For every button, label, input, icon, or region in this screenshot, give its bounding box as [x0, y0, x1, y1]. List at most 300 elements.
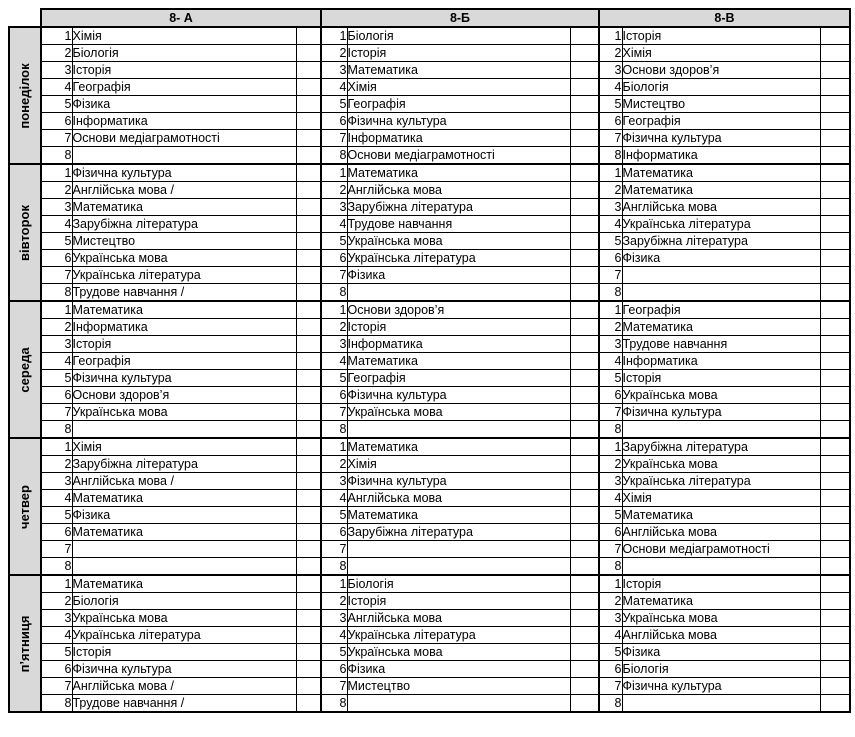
lesson-number-8b: 5	[321, 507, 347, 524]
subject-cell-8a: Біологія	[72, 45, 296, 62]
subject-cell-8a	[72, 558, 296, 576]
subject-cell-8b: Інформатика	[347, 336, 570, 353]
room-cell-8v	[820, 336, 850, 353]
lesson-number-8a: 7	[41, 267, 72, 284]
subject-cell-8a: Мистецтво	[72, 233, 296, 250]
subject-cell-8v	[622, 267, 820, 284]
lesson-number-8v: 2	[599, 45, 622, 62]
subject-cell-8v	[622, 421, 820, 439]
lesson-number-8b: 7	[321, 678, 347, 695]
table-row	[9, 404, 850, 421]
corner-cell	[9, 9, 41, 27]
day-name: п’ятниця	[17, 615, 32, 672]
room-cell-8b	[570, 610, 599, 627]
room-cell-8v	[820, 319, 850, 336]
room-cell-8a	[296, 45, 321, 62]
subject-cell-8a	[72, 421, 296, 439]
subject-cell-8b: Історія	[347, 319, 570, 336]
subject-cell-8a: Фізична культура	[72, 661, 296, 678]
lesson-number-8v: 8	[599, 695, 622, 713]
room-cell-8a	[296, 147, 321, 165]
lesson-number-8v: 5	[599, 644, 622, 661]
table-row	[9, 301, 850, 319]
lesson-number-8a: 7	[41, 678, 72, 695]
lesson-number-8a: 6	[41, 387, 72, 404]
lesson-number-8v: 3	[599, 610, 622, 627]
lesson-number-8a: 4	[41, 627, 72, 644]
room-cell-8b	[570, 199, 599, 216]
lesson-number-8a: 2	[41, 319, 72, 336]
lesson-number-8a: 8	[41, 147, 72, 165]
room-cell-8b	[570, 387, 599, 404]
table-row	[9, 250, 850, 267]
subject-cell-8a: Українська література	[72, 267, 296, 284]
lesson-number-8v: 3	[599, 336, 622, 353]
subject-cell-8b: Фізична культура	[347, 113, 570, 130]
lesson-number-8a: 1	[41, 164, 72, 182]
subject-cell-8b: Англійська мова	[347, 610, 570, 627]
room-cell-8a	[296, 575, 321, 593]
subject-cell-8a: Українська мова	[72, 610, 296, 627]
lesson-number-8a: 4	[41, 353, 72, 370]
lesson-number-8a: 8	[41, 695, 72, 713]
lesson-number-8v: 7	[599, 404, 622, 421]
subject-cell-8a: Фізична культура	[72, 370, 296, 387]
lesson-number-8b: 7	[321, 267, 347, 284]
lesson-number-8b: 3	[321, 473, 347, 490]
table-row	[9, 644, 850, 661]
lesson-number-8a: 3	[41, 473, 72, 490]
subject-cell-8a: Математика	[72, 575, 296, 593]
lesson-number-8v: 5	[599, 507, 622, 524]
subject-cell-8a: Хімія	[72, 27, 296, 45]
lesson-number-8b: 8	[321, 421, 347, 439]
room-cell-8v	[820, 575, 850, 593]
room-cell-8a	[296, 421, 321, 439]
table-row	[9, 421, 850, 439]
subject-cell-8a: Географія	[72, 79, 296, 96]
day-name: понеділок	[17, 62, 32, 129]
subject-cell-8v: Математика	[622, 182, 820, 199]
subject-cell-8a: Математика	[72, 490, 296, 507]
lesson-number-8b: 4	[321, 627, 347, 644]
subject-cell-8v: Інформатика	[622, 353, 820, 370]
room-cell-8v	[820, 456, 850, 473]
table-row	[9, 233, 850, 250]
subject-cell-8b: Зарубіжна література	[347, 524, 570, 541]
room-cell-8v	[820, 404, 850, 421]
subject-cell-8b: Хімія	[347, 456, 570, 473]
table-row	[9, 319, 850, 336]
lesson-number-8b: 8	[321, 284, 347, 302]
subject-cell-8v: Українська мова	[622, 456, 820, 473]
lesson-number-8b: 6	[321, 250, 347, 267]
subject-cell-8b: Мистецтво	[347, 678, 570, 695]
room-cell-8b	[570, 353, 599, 370]
table-row	[9, 438, 850, 456]
subject-cell-8v: Математика	[622, 319, 820, 336]
lesson-number-8v: 1	[599, 438, 622, 456]
subject-cell-8v: Хімія	[622, 490, 820, 507]
room-cell-8a	[296, 62, 321, 79]
subject-cell-8b: Фізична культура	[347, 387, 570, 404]
subject-cell-8v: Фізична культура	[622, 404, 820, 421]
room-cell-8v	[820, 113, 850, 130]
subject-cell-8v	[622, 695, 820, 713]
lesson-number-8v: 1	[599, 164, 622, 182]
lesson-number-8v: 2	[599, 456, 622, 473]
subject-cell-8b	[347, 558, 570, 576]
table-row	[9, 456, 850, 473]
room-cell-8a	[296, 319, 321, 336]
room-cell-8v	[820, 387, 850, 404]
room-cell-8a	[296, 524, 321, 541]
room-cell-8a	[296, 216, 321, 233]
room-cell-8b	[570, 421, 599, 439]
subject-cell-8v: Математика	[622, 593, 820, 610]
room-cell-8a	[296, 490, 321, 507]
day-label-cell	[9, 575, 41, 712]
lesson-number-8v: 2	[599, 182, 622, 199]
lesson-number-8b: 5	[321, 370, 347, 387]
subject-cell-8a: Біологія	[72, 593, 296, 610]
subject-cell-8v: Трудове навчання	[622, 336, 820, 353]
day-name: середа	[17, 346, 32, 393]
room-cell-8a	[296, 695, 321, 713]
room-cell-8v	[820, 147, 850, 165]
lesson-number-8v: 8	[599, 147, 622, 165]
subject-cell-8b: Основи здоров’я	[347, 301, 570, 319]
room-cell-8b	[570, 644, 599, 661]
subject-cell-8a: Інформатика	[72, 113, 296, 130]
room-cell-8b	[570, 678, 599, 695]
room-cell-8v	[820, 593, 850, 610]
room-cell-8v	[820, 62, 850, 79]
subject-cell-8b: Українська мова	[347, 644, 570, 661]
lesson-number-8b: 1	[321, 438, 347, 456]
subject-cell-8b: Математика	[347, 164, 570, 182]
subject-cell-8a: Трудове навчання /	[72, 284, 296, 302]
subject-cell-8a: Географія	[72, 353, 296, 370]
table-row	[9, 575, 850, 593]
lesson-number-8a: 7	[41, 404, 72, 421]
lesson-number-8a: 7	[41, 541, 72, 558]
lesson-number-8b: 1	[321, 164, 347, 182]
room-cell-8b	[570, 267, 599, 284]
room-cell-8v	[820, 250, 850, 267]
room-cell-8a	[296, 250, 321, 267]
subject-cell-8b: Географія	[347, 96, 570, 113]
room-cell-8v	[820, 490, 850, 507]
lesson-number-8a: 2	[41, 456, 72, 473]
room-cell-8a	[296, 164, 321, 182]
lesson-number-8a: 1	[41, 27, 72, 45]
subject-cell-8a: Історія	[72, 336, 296, 353]
room-cell-8v	[820, 301, 850, 319]
lesson-number-8a: 5	[41, 233, 72, 250]
room-cell-8v	[820, 164, 850, 182]
schedule-body	[9, 27, 850, 712]
room-cell-8v	[820, 267, 850, 284]
subject-cell-8a	[72, 541, 296, 558]
room-cell-8b	[570, 575, 599, 593]
table-row	[9, 353, 850, 370]
room-cell-8a	[296, 233, 321, 250]
subject-cell-8b: Математика	[347, 438, 570, 456]
subject-cell-8v: Географія	[622, 301, 820, 319]
room-cell-8a	[296, 130, 321, 147]
room-cell-8a	[296, 661, 321, 678]
room-cell-8b	[570, 473, 599, 490]
lesson-number-8b: 1	[321, 27, 347, 45]
day-label-cell	[9, 301, 41, 438]
lesson-number-8b: 4	[321, 79, 347, 96]
room-cell-8b	[570, 79, 599, 96]
table-row	[9, 62, 850, 79]
table-row	[9, 216, 850, 233]
room-cell-8v	[820, 27, 850, 45]
class-header-8a: 8- А	[41, 9, 321, 27]
header-row	[9, 9, 850, 27]
subject-cell-8a: Основи здоров’я	[72, 387, 296, 404]
table-row	[9, 113, 850, 130]
lesson-number-8a: 1	[41, 438, 72, 456]
lesson-number-8b: 6	[321, 524, 347, 541]
lesson-number-8b: 2	[321, 182, 347, 199]
room-cell-8b	[570, 336, 599, 353]
subject-cell-8v: Біологія	[622, 79, 820, 96]
lesson-number-8a: 6	[41, 661, 72, 678]
room-cell-8b	[570, 524, 599, 541]
subject-cell-8v: Основи здоров’я	[622, 62, 820, 79]
subject-cell-8a: Історія	[72, 62, 296, 79]
subject-cell-8a: Фізична культура	[72, 164, 296, 182]
room-cell-8b	[570, 456, 599, 473]
subject-cell-8v: Англійська мова	[622, 627, 820, 644]
lesson-number-8a: 4	[41, 490, 72, 507]
lesson-number-8b: 4	[321, 353, 347, 370]
lesson-number-8a: 7	[41, 130, 72, 147]
subject-cell-8v: Основи медіаграмотності	[622, 541, 820, 558]
room-cell-8v	[820, 558, 850, 576]
subject-cell-8v: Українська мова	[622, 387, 820, 404]
subject-cell-8b: Фізика	[347, 661, 570, 678]
subject-cell-8a: Основи медіаграмотності	[72, 130, 296, 147]
lesson-number-8v: 6	[599, 113, 622, 130]
subject-cell-8v: Історія	[622, 575, 820, 593]
lesson-number-8v: 5	[599, 233, 622, 250]
room-cell-8a	[296, 558, 321, 576]
subject-cell-8b: Математика	[347, 507, 570, 524]
table-row	[9, 284, 850, 302]
lesson-number-8a: 1	[41, 575, 72, 593]
subject-cell-8a: Фізика	[72, 507, 296, 524]
lesson-number-8v: 6	[599, 387, 622, 404]
lesson-number-8v: 7	[599, 130, 622, 147]
room-cell-8b	[570, 233, 599, 250]
lesson-number-8a: 5	[41, 96, 72, 113]
room-cell-8v	[820, 644, 850, 661]
lesson-number-8b: 8	[321, 558, 347, 576]
lesson-number-8a: 2	[41, 45, 72, 62]
lesson-number-8v: 2	[599, 319, 622, 336]
subject-cell-8v: Українська література	[622, 216, 820, 233]
table-row	[9, 610, 850, 627]
room-cell-8v	[820, 182, 850, 199]
subject-cell-8b	[347, 284, 570, 302]
lesson-number-8b: 7	[321, 404, 347, 421]
subject-cell-8b: Зарубіжна література	[347, 199, 570, 216]
subject-cell-8v	[622, 284, 820, 302]
subject-cell-8v: Хімія	[622, 45, 820, 62]
room-cell-8b	[570, 130, 599, 147]
table-row	[9, 507, 850, 524]
table-row	[9, 27, 850, 45]
room-cell-8b	[570, 404, 599, 421]
lesson-number-8b: 2	[321, 319, 347, 336]
day-name: четвер	[17, 484, 32, 529]
room-cell-8b	[570, 250, 599, 267]
table-row	[9, 541, 850, 558]
room-cell-8a	[296, 353, 321, 370]
lesson-number-8v: 4	[599, 353, 622, 370]
subject-cell-8b: Інформатика	[347, 130, 570, 147]
lesson-number-8v: 5	[599, 370, 622, 387]
room-cell-8a	[296, 199, 321, 216]
room-cell-8b	[570, 45, 599, 62]
table-row	[9, 79, 850, 96]
subject-cell-8b: Англійська мова	[347, 490, 570, 507]
lesson-number-8v: 6	[599, 661, 622, 678]
table-row	[9, 661, 850, 678]
subject-cell-8v: Математика	[622, 507, 820, 524]
lesson-number-8a: 3	[41, 336, 72, 353]
subject-cell-8v: Фізика	[622, 250, 820, 267]
subject-cell-8b: Хімія	[347, 79, 570, 96]
room-cell-8a	[296, 182, 321, 199]
lesson-number-8a: 8	[41, 284, 72, 302]
subject-cell-8a: Англійська мова /	[72, 182, 296, 199]
subject-cell-8a: Інформатика	[72, 319, 296, 336]
lesson-number-8a: 6	[41, 113, 72, 130]
room-cell-8v	[820, 199, 850, 216]
subject-cell-8a: Англійська мова /	[72, 678, 296, 695]
room-cell-8a	[296, 96, 321, 113]
room-cell-8v	[820, 541, 850, 558]
room-cell-8a	[296, 438, 321, 456]
room-cell-8b	[570, 661, 599, 678]
class-header-8v: 8-В	[599, 9, 850, 27]
room-cell-8b	[570, 27, 599, 45]
lesson-number-8v: 3	[599, 473, 622, 490]
subject-cell-8v: Біологія	[622, 661, 820, 678]
lesson-number-8a: 1	[41, 301, 72, 319]
lesson-number-8b: 2	[321, 456, 347, 473]
lesson-number-8a: 2	[41, 182, 72, 199]
subject-cell-8b: Біологія	[347, 575, 570, 593]
class-header-8b: 8-Б	[321, 9, 599, 27]
day-label-cell	[9, 164, 41, 301]
room-cell-8a	[296, 593, 321, 610]
subject-cell-8v: Історія	[622, 370, 820, 387]
lesson-number-8b: 7	[321, 541, 347, 558]
room-cell-8a	[296, 473, 321, 490]
lesson-number-8v: 4	[599, 79, 622, 96]
room-cell-8v	[820, 421, 850, 439]
table-row	[9, 370, 850, 387]
subject-cell-8v: Математика	[622, 164, 820, 182]
lesson-number-8v: 6	[599, 524, 622, 541]
room-cell-8b	[570, 593, 599, 610]
lesson-number-8a: 4	[41, 79, 72, 96]
lesson-number-8v: 1	[599, 27, 622, 45]
room-cell-8v	[820, 610, 850, 627]
day-label-cell	[9, 27, 41, 164]
lesson-number-8a: 8	[41, 421, 72, 439]
lesson-number-8b: 6	[321, 387, 347, 404]
table-row	[9, 558, 850, 576]
subject-cell-8v: Англійська мова	[622, 199, 820, 216]
room-cell-8a	[296, 27, 321, 45]
lesson-number-8v: 4	[599, 216, 622, 233]
room-cell-8b	[570, 541, 599, 558]
room-cell-8v	[820, 370, 850, 387]
subject-cell-8b: Українська мова	[347, 233, 570, 250]
table-row	[9, 336, 850, 353]
lesson-number-8b: 2	[321, 593, 347, 610]
table-row	[9, 387, 850, 404]
table-row	[9, 678, 850, 695]
room-cell-8a	[296, 301, 321, 319]
lesson-number-8b: 5	[321, 233, 347, 250]
subject-cell-8b: Математика	[347, 353, 570, 370]
lesson-number-8b: 4	[321, 490, 347, 507]
room-cell-8a	[296, 387, 321, 404]
room-cell-8v	[820, 353, 850, 370]
room-cell-8b	[570, 438, 599, 456]
table-row	[9, 490, 850, 507]
schedule-table	[8, 8, 851, 713]
subject-cell-8b: Історія	[347, 45, 570, 62]
room-cell-8a	[296, 370, 321, 387]
room-cell-8a	[296, 456, 321, 473]
subject-cell-8b	[347, 695, 570, 713]
table-row	[9, 96, 850, 113]
subject-cell-8a: Зарубіжна література	[72, 456, 296, 473]
lesson-number-8b: 6	[321, 113, 347, 130]
lesson-number-8v: 8	[599, 284, 622, 302]
lesson-number-8a: 2	[41, 593, 72, 610]
subject-cell-8b	[347, 541, 570, 558]
room-cell-8b	[570, 507, 599, 524]
table-row	[9, 199, 850, 216]
table-row	[9, 164, 850, 182]
subject-cell-8a	[72, 147, 296, 165]
lesson-number-8v: 1	[599, 575, 622, 593]
lesson-number-8b: 8	[321, 147, 347, 165]
lesson-number-8b: 5	[321, 644, 347, 661]
room-cell-8b	[570, 62, 599, 79]
lesson-number-8b: 1	[321, 575, 347, 593]
lesson-number-8b: 3	[321, 199, 347, 216]
lesson-number-8a: 3	[41, 62, 72, 79]
subject-cell-8a: Хімія	[72, 438, 296, 456]
subject-cell-8a: Українська література	[72, 627, 296, 644]
day-label-cell	[9, 438, 41, 575]
subject-cell-8v	[622, 558, 820, 576]
subject-cell-8b: Трудове навчання	[347, 216, 570, 233]
lesson-number-8v: 2	[599, 593, 622, 610]
